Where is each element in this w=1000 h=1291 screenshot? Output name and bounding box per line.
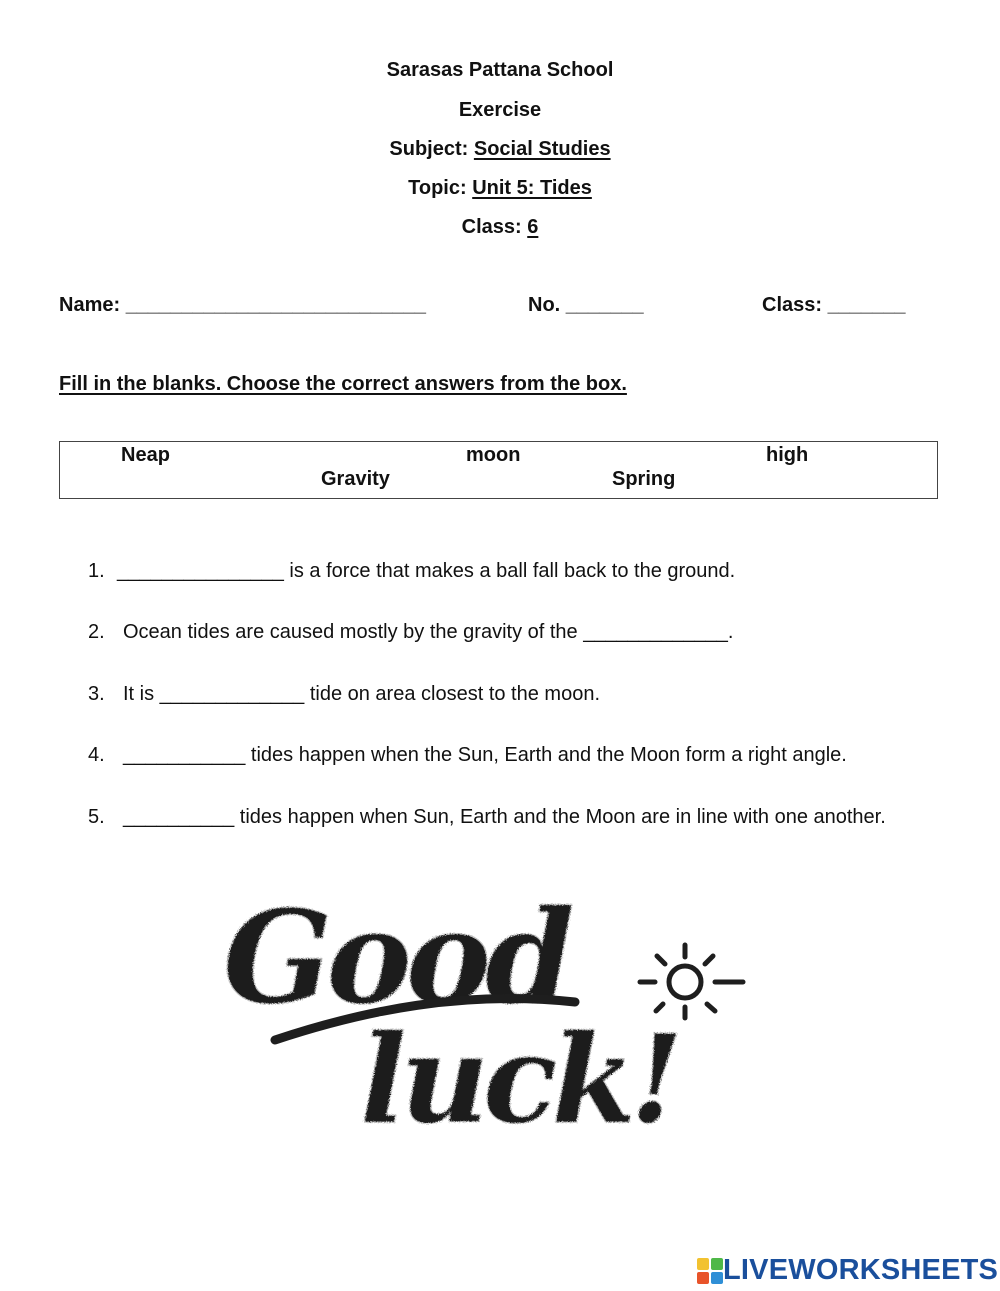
word-neap: Neap bbox=[121, 444, 170, 466]
instruction: Fill in the blanks. Choose the correct answers from the box. bbox=[59, 373, 627, 395]
student-class-field[interactable]: Class: _______ bbox=[762, 294, 906, 316]
topic-line bbox=[0, 177, 1000, 200]
liveworksheets-text: LIVEWORKSHEETS bbox=[723, 1254, 999, 1286]
svg-text:luck!: luck! bbox=[360, 1007, 678, 1150]
subject-value: Social Studies bbox=[473, 138, 611, 160]
question-text[interactable]: Ocean tides are caused mostly by the gravity of the _____________. bbox=[123, 621, 734, 643]
class-line bbox=[0, 216, 1000, 239]
class-value: 6 bbox=[527, 216, 539, 238]
subject-label: Subject: bbox=[389, 138, 469, 160]
subject-line bbox=[0, 138, 1000, 161]
name-field[interactable]: Name: ___________________________ bbox=[59, 294, 427, 316]
question-number: 1. bbox=[88, 560, 105, 582]
liveworksheets-logo[interactable] bbox=[697, 1254, 998, 1287]
liveworksheets-icon bbox=[697, 1258, 723, 1284]
question-number: 5. bbox=[88, 806, 105, 828]
word-gravity: Gravity bbox=[321, 468, 390, 490]
good-luck-art bbox=[215, 890, 775, 1155]
number-field[interactable]: No. _______ bbox=[528, 294, 644, 316]
question-text[interactable]: It is _____________ tide on area closest to the moon. bbox=[123, 683, 601, 705]
svg-text:Good: Good bbox=[223, 890, 569, 1033]
question-number: 3. bbox=[88, 683, 105, 705]
school-name: Sarasas Pattana School bbox=[386, 59, 614, 81]
question-text[interactable]: _______________ is a force that makes a ball fall back to the ground. bbox=[117, 560, 736, 582]
question-number: 4. bbox=[88, 744, 105, 766]
question-text[interactable]: ___________ tides happen when the Sun, Earth and the Moon form a right angle. bbox=[123, 744, 847, 766]
word-moon: moon bbox=[466, 444, 521, 466]
word-box bbox=[59, 441, 938, 499]
question-text[interactable]: __________ tides happen when Sun, Earth and the Moon are in line with one another. bbox=[123, 806, 886, 828]
good-luck-lettering bbox=[215, 890, 775, 1150]
exercise-title: Exercise bbox=[458, 99, 542, 121]
topic-label: Topic: bbox=[408, 177, 467, 199]
word-high: high bbox=[766, 444, 809, 466]
word-spring: Spring bbox=[612, 468, 676, 490]
topic-value: Unit 5: Tides bbox=[472, 177, 592, 199]
question-number: 2. bbox=[88, 621, 105, 643]
class-label: Class: bbox=[461, 216, 522, 238]
